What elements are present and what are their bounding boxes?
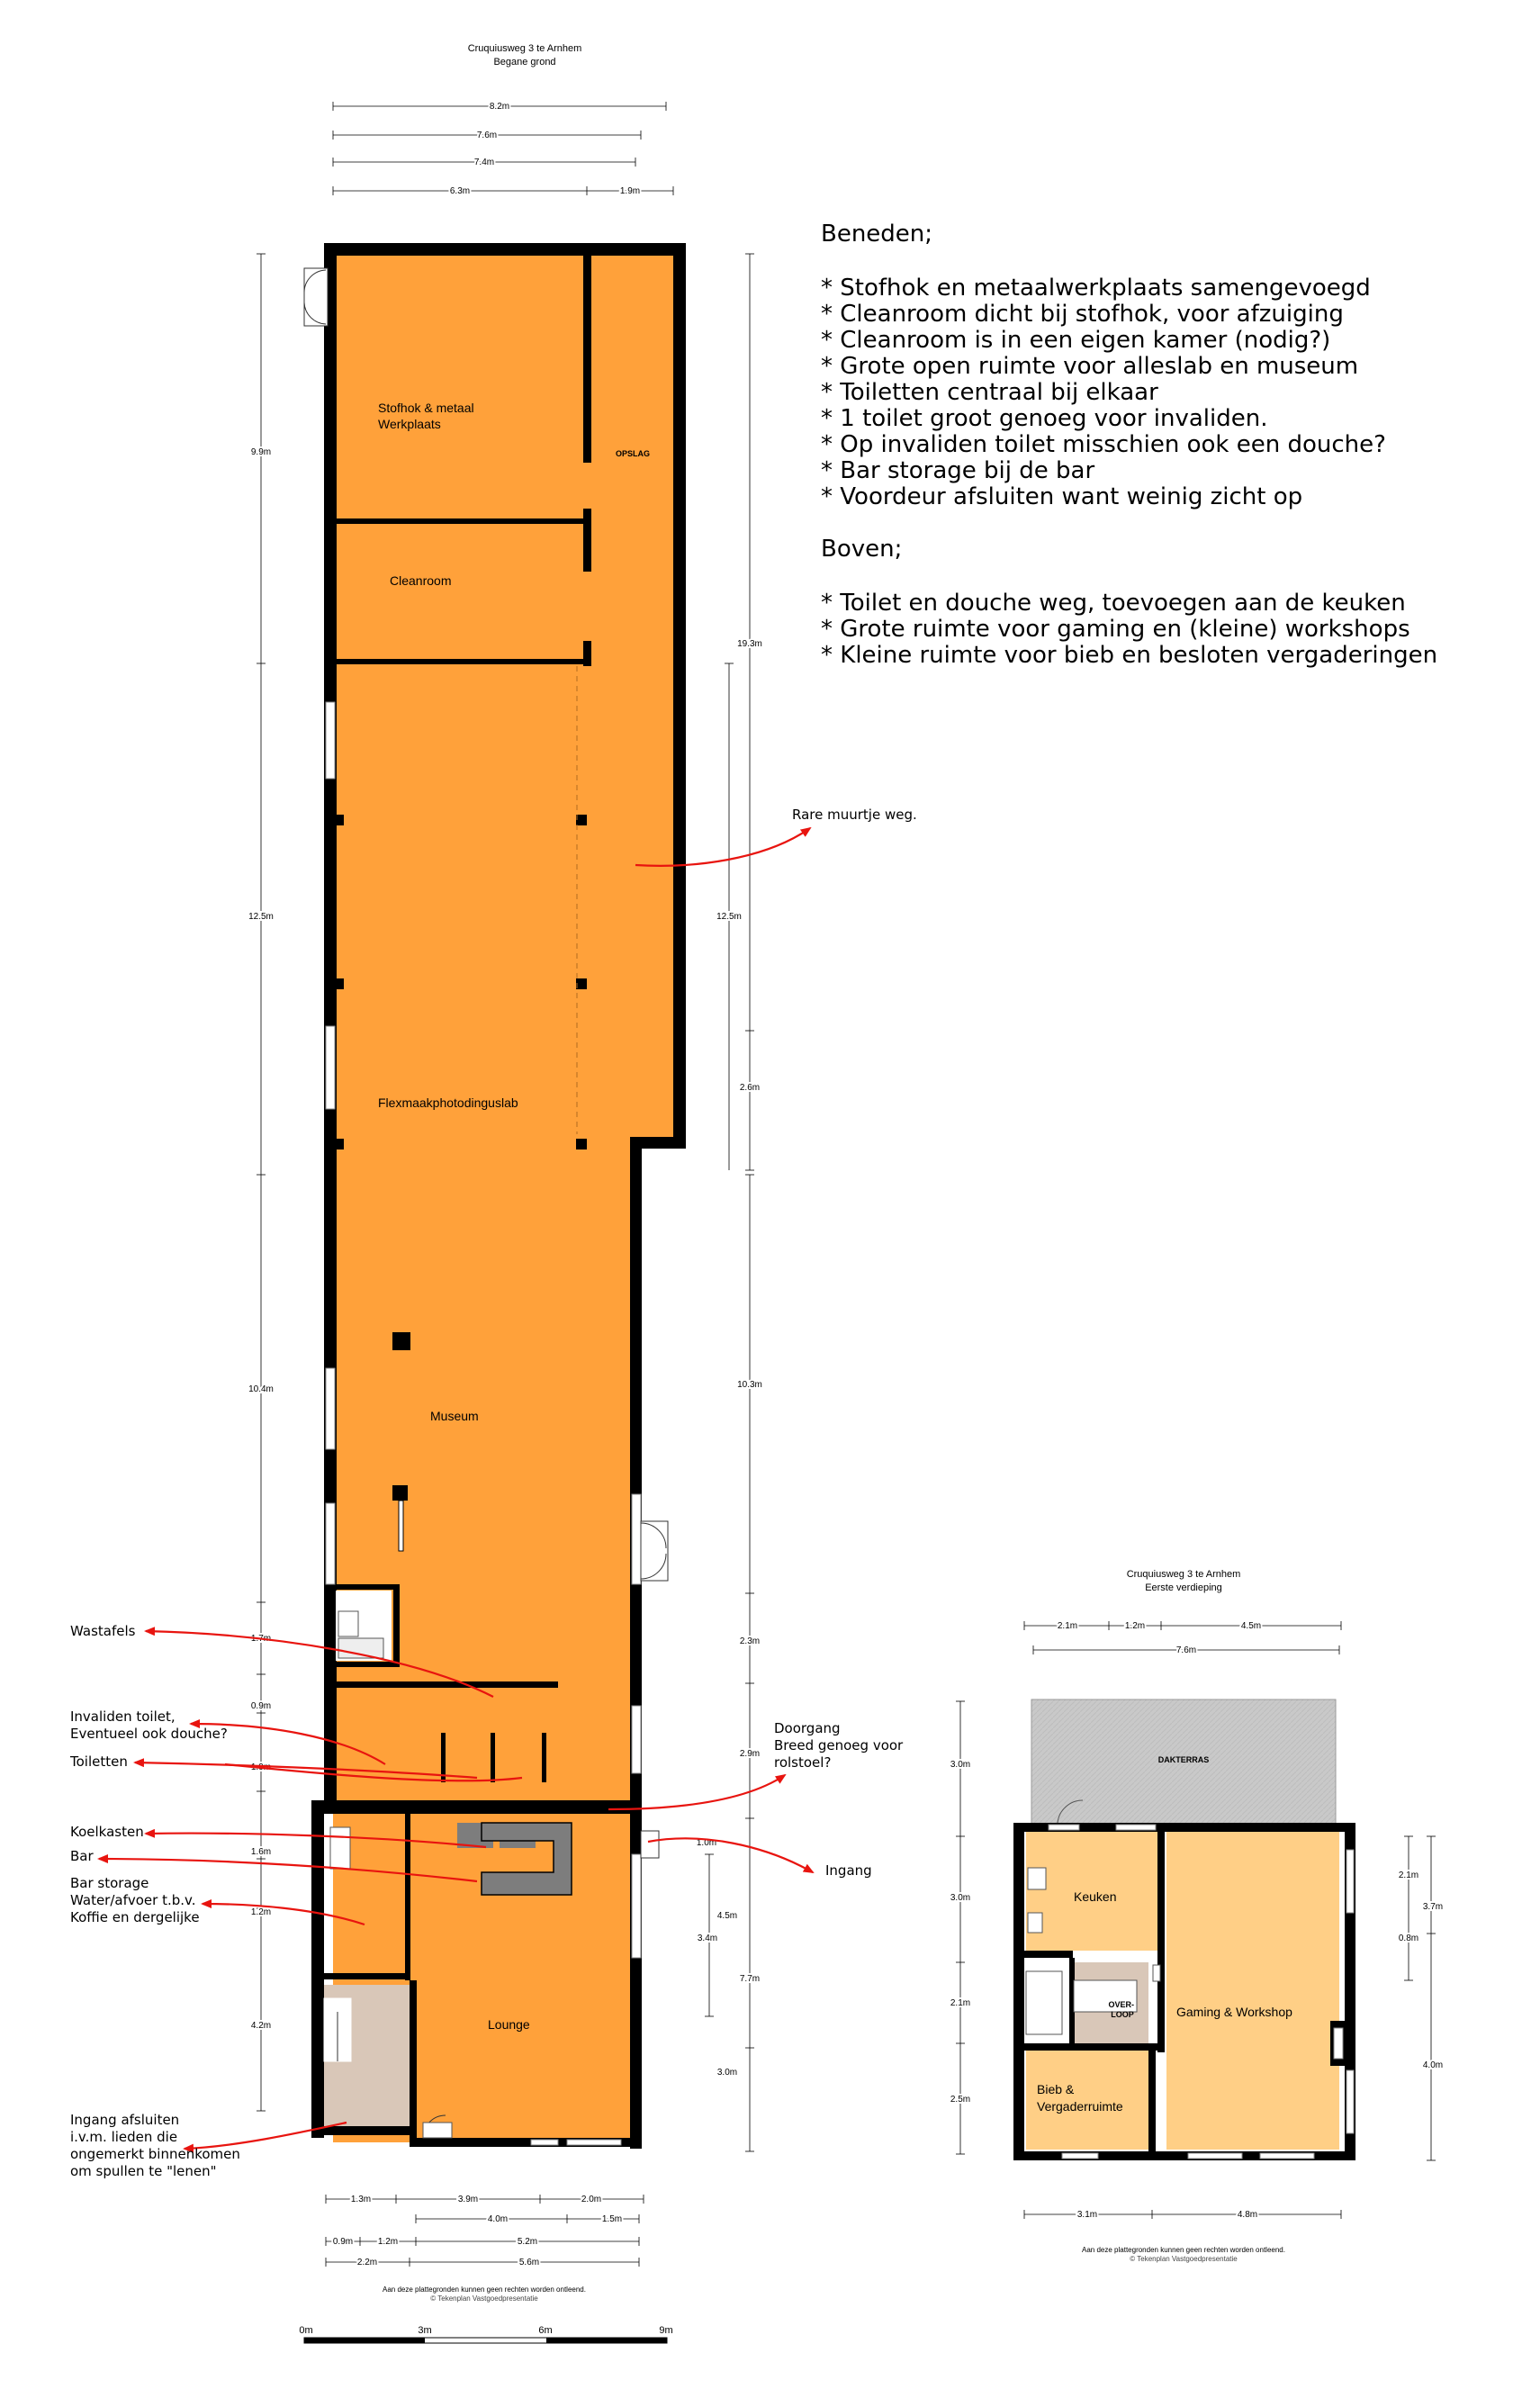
dim-label: 4.0m bbox=[1422, 2060, 1444, 2070]
room-label-overloop bbox=[1108, 2000, 1136, 2019]
ground-stairs bbox=[324, 1985, 410, 2126]
annotation-text-line: Invaliden toilet, bbox=[70, 1708, 176, 1725]
dim-label: 3.0m bbox=[716, 2068, 738, 2078]
dim-label: 5.2m bbox=[517, 2237, 538, 2247]
notes-item: * Cleanroom is in een eigen kamer (nodig?) bbox=[821, 327, 1331, 354]
overloop-line2: LOOP bbox=[1111, 2010, 1134, 2019]
dim-label: 9.9m bbox=[250, 447, 272, 457]
scale-label: 3m bbox=[418, 2325, 432, 2336]
notes-item: * Grote open ruimte voor alleslab en museum bbox=[821, 353, 1359, 380]
annotation-text-line: Eventueel ook douche? bbox=[70, 1726, 228, 1742]
dim-label: 0.9m bbox=[332, 2237, 354, 2247]
dim-label: 1.6m bbox=[250, 1847, 272, 1857]
notes-item: * Kleine ruimte voor bieb en besloten vergaderingen bbox=[821, 642, 1438, 669]
dim-label: 7.4m bbox=[473, 158, 495, 167]
annotation-text-line: Koffie en dergelijke bbox=[70, 1909, 200, 1925]
notes-item: * Grote ruimte voor gaming en (kleine) workshops bbox=[821, 616, 1410, 643]
room-label-gaming: Gaming & Workshop bbox=[1176, 2005, 1292, 2019]
room-label-keuken: Keuken bbox=[1074, 1889, 1117, 1904]
dim-label: 12.5m bbox=[716, 912, 742, 922]
notes-beneden-heading: Beneden; bbox=[821, 221, 933, 248]
dim-label: 4.2m bbox=[250, 2021, 272, 2031]
annotation-text-line: Water/afvoer t.b.v. bbox=[70, 1892, 196, 1908]
dim-label: 1.2m bbox=[377, 2237, 399, 2247]
dim-label: 10.3m bbox=[737, 1380, 762, 1390]
annotation-text-line: om spullen te "lenen" bbox=[70, 2163, 217, 2179]
annotation-ingang-afsluiten bbox=[70, 2112, 240, 2180]
annotation-wastafels: Wastafels bbox=[70, 1623, 136, 1639]
annotation-doorgang bbox=[774, 1720, 903, 1771]
annotation-text-line: Bar storage bbox=[70, 1875, 149, 1891]
annotation-invaliden bbox=[70, 1708, 228, 1743]
room-label-stofhok-line: Werkplaats bbox=[378, 417, 441, 431]
ground-right-dimensions bbox=[705, 254, 754, 2151]
dim-label: 2.6m bbox=[739, 1083, 761, 1093]
dim-label: 2.1m bbox=[1398, 1871, 1419, 1880]
dim-label: 3.1m bbox=[1076, 2210, 1098, 2220]
ground-floor-area bbox=[333, 254, 677, 2142]
ground-copyright: © Tekenplan Vastgoedpresentatie bbox=[430, 2294, 538, 2303]
annotation-ingang-afsluiten-line bbox=[70, 2112, 240, 2180]
dim-label: 1.3m bbox=[350, 2195, 372, 2204]
notes-item: * Cleanroom dicht bij stofhok, voor afzuiging bbox=[821, 301, 1344, 328]
scale-label: 6m bbox=[538, 2325, 553, 2336]
dim-label: 2.0m bbox=[581, 2195, 602, 2204]
dim-label: 0.9m bbox=[250, 1701, 272, 1711]
notes-item: * Stofhok en metaalwerkplaats samengevoegd bbox=[821, 275, 1371, 302]
annotation-text-line: rolstoel? bbox=[774, 1754, 832, 1771]
upper-floor-plan bbox=[950, 1569, 1443, 2263]
notes-item: * Voordeur afsluiten want weinig zicht op bbox=[821, 483, 1303, 510]
upper-title: Cruquiusweg 3 te Arnhem bbox=[1126, 1569, 1241, 1580]
notes-item: * Op invaliden toilet misschien ook een douche? bbox=[821, 431, 1386, 458]
dim-label: 1.7m bbox=[250, 1634, 272, 1644]
dim-label: 8.2m bbox=[489, 102, 510, 112]
dim-label: 1.2m bbox=[1124, 1621, 1146, 1631]
dim-label: 5.6m bbox=[518, 2258, 540, 2267]
ground-top-dimensions bbox=[333, 102, 673, 195]
dim-label: 7.7m bbox=[739, 1974, 761, 1984]
ground-subtitle: Begane grond bbox=[493, 57, 556, 68]
dim-label: 4.5m bbox=[1240, 1621, 1262, 1631]
dim-label: 7.6m bbox=[1175, 1645, 1197, 1655]
dim-label: 2.2m bbox=[356, 2258, 378, 2267]
upper-right-dimensions bbox=[1404, 1836, 1436, 2160]
notes-item: * 1 toilet groot genoeg voor invaliden. bbox=[821, 405, 1268, 432]
dim-label: 2.1m bbox=[1057, 1621, 1078, 1631]
ground-title: Cruquiusweg 3 te Arnhem bbox=[467, 43, 582, 54]
dim-label: 7.6m bbox=[476, 131, 498, 140]
dim-label: 2.1m bbox=[950, 1998, 971, 2008]
room-label-cleanroom: Cleanroom bbox=[390, 573, 452, 588]
room-label-dakterras: DAKTERRAS bbox=[1157, 1755, 1210, 1764]
dim-label: 1.9m bbox=[250, 1762, 272, 1772]
ground-floor-plan bbox=[248, 43, 762, 2343]
dim-label: 19.3m bbox=[737, 639, 762, 649]
dim-label: 3.9m bbox=[457, 2195, 479, 2204]
annotation-text-line: ongemerkt binnenkomen bbox=[70, 2146, 240, 2162]
arrow-ingang bbox=[648, 1838, 813, 1872]
dim-label: 2.5m bbox=[950, 2095, 971, 2105]
dim-label: 1.0m bbox=[696, 1838, 717, 1848]
upper-disclaimer: Aan deze plattegronden kunnen geen rechten worden ontleend. bbox=[1082, 2246, 1285, 2254]
dim-label: 0.8m bbox=[1398, 1934, 1419, 1943]
dim-label: 3.7m bbox=[1422, 1902, 1444, 1912]
room-label-stofhok-line: Stofhok & metaal bbox=[378, 401, 474, 415]
ground-bottom-dimensions bbox=[326, 2195, 644, 2267]
scale-label: 0m bbox=[299, 2325, 313, 2336]
dim-label: 1.5m bbox=[601, 2214, 623, 2224]
upper-subtitle: Eerste verdieping bbox=[1145, 1582, 1222, 1593]
dim-label: 2.3m bbox=[739, 1636, 761, 1646]
bieb-line2: Vergaderruimte bbox=[1037, 2099, 1123, 2114]
annotation-ingang: Ingang bbox=[825, 1862, 872, 1879]
dim-label: 4.0m bbox=[487, 2214, 509, 2224]
dim-label: 3.0m bbox=[950, 1760, 971, 1770]
dim-label: 1.9m bbox=[619, 186, 641, 196]
annotation-barstorage-line bbox=[70, 1875, 200, 1926]
annotation-doorgang-line bbox=[774, 1720, 903, 1771]
upper-copyright: © Tekenplan Vastgoedpresentatie bbox=[1130, 2255, 1238, 2263]
dim-label: 3.0m bbox=[950, 1893, 971, 1903]
notes-item: * Toiletten centraal bij elkaar bbox=[821, 379, 1158, 406]
dim-label: 12.5m bbox=[248, 912, 274, 922]
notes-boven-heading: Boven; bbox=[821, 536, 903, 563]
ground-left-dimensions bbox=[257, 254, 266, 2111]
dim-label: 1.2m bbox=[250, 1907, 272, 1917]
notes-item: * Toilet en douche weg, toevoegen aan de keuken bbox=[821, 590, 1406, 617]
annotation-toiletten: Toiletten bbox=[70, 1753, 128, 1770]
annotation-text-line: i.v.m. lieden die bbox=[70, 2129, 178, 2145]
annotation-text-line: Breed genoeg voor bbox=[774, 1737, 904, 1753]
annotation-text-line: Ingang afsluiten bbox=[70, 2112, 180, 2128]
upper-bottom-dimensions bbox=[1024, 2210, 1341, 2219]
room-label-museum: Museum bbox=[430, 1409, 479, 1423]
overloop-line1: OVER- bbox=[1108, 2000, 1134, 2009]
dim-label: 2.9m bbox=[739, 1749, 761, 1759]
room-label-lounge: Lounge bbox=[488, 2017, 530, 2032]
bieb-line1: Bieb & bbox=[1037, 2082, 1075, 2096]
dim-label: 4.5m bbox=[716, 1911, 738, 1921]
scale-label: 9m bbox=[659, 2325, 673, 2336]
dim-label: 3.4m bbox=[697, 1934, 718, 1943]
room-label-opslag: OPSLAG bbox=[615, 449, 651, 458]
dim-label: 10.4m bbox=[248, 1384, 274, 1394]
annotation-rare: Rare muurtje weg. bbox=[792, 807, 917, 823]
ground-disclaimer: Aan deze plattegronden kunnen geen rechten worden ontleend. bbox=[383, 2285, 586, 2294]
notes-item: * Bar storage bij de bar bbox=[821, 457, 1095, 484]
annotation-text-line: Doorgang bbox=[774, 1720, 841, 1736]
room-label-lab: Flexmaakphotodinguslab bbox=[378, 1095, 518, 1110]
annotation-invaliden-line bbox=[70, 1708, 228, 1743]
notes-panel bbox=[821, 221, 1505, 669]
annotation-koelkasten: Koelkasten bbox=[70, 1824, 144, 1840]
dim-label: 4.8m bbox=[1237, 2210, 1258, 2220]
annotation-bar: Bar bbox=[70, 1848, 94, 1864]
dim-label: 6.3m bbox=[449, 186, 471, 196]
scale-bar bbox=[304, 2338, 667, 2343]
annotation-barstorage bbox=[70, 1875, 200, 1926]
